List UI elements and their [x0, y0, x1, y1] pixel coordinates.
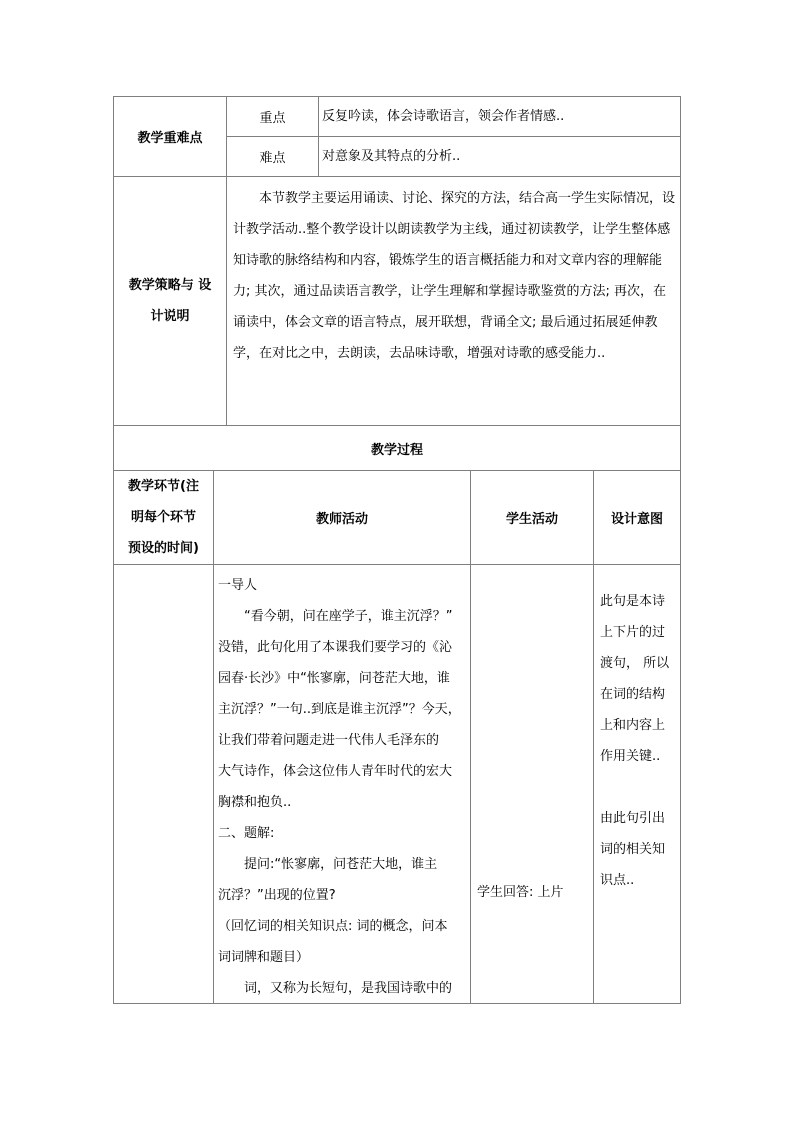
teacher-line: 词词牌和题目）	[218, 950, 310, 965]
strategy-text-cell	[227, 177, 681, 426]
header-teacher: 教师活动	[214, 471, 471, 565]
intent-line: 识点..	[600, 873, 635, 888]
student-activity-cell	[471, 565, 594, 1004]
intent-line: 上下片的过	[600, 625, 666, 640]
strategy-text: 本节教学主要运用诵读、讨论、探究的方法，结合高一学生实际情况，设计教学活动..整个教学设计以朗读教学为主线，通过初读教学，让学生整体感知诗歌的脉络结构和内容，锻炼学生的语言概括能力和对文章内容的理解能力; 其次，通过品读语言教学，让学生理解和掌握诗歌鉴赏的方法; 再次，在诵读中，体会文章的语言特点，展开联想，背诵全文; 最后通过拓展延伸教学，在对比之中，去朗读，去品味诗歌，增强对诗歌的感受能力..	[233, 191, 676, 361]
teacher-line: “看今朝，问在座学子，谁主沉浮？”	[244, 609, 453, 624]
teacher-line: 没错，此句化用了本课我们要学习的《沁	[218, 640, 453, 655]
process-table	[113, 425, 681, 1004]
teacher-line: 词，又称为长短句，是我国诗歌中的	[244, 981, 453, 996]
header-stage-line3: 预设的时间)	[128, 541, 199, 556]
teacher-line: （回忆词的相关知识点: 词的概念，问本	[218, 919, 448, 934]
header-student: 学生活动	[471, 471, 594, 565]
teacher-line: 一导人	[218, 578, 258, 593]
stage-cell	[114, 565, 214, 1004]
strategy-label-line1: 教学策略与 设	[128, 278, 212, 293]
teacher-line: 沉浮？”出现的位置?	[218, 888, 336, 903]
teacher-line: 二、题解:	[218, 826, 275, 841]
intent-line: 渡句， 所以	[600, 656, 670, 671]
top-table	[113, 96, 681, 426]
teacher-line: 胸襟和抱负..	[218, 795, 292, 810]
strategy-label-line2: 计说明	[150, 309, 190, 324]
header-stage-line2: 明每个环节	[130, 510, 196, 525]
teacher-line: 园春·长沙》中“怅寥廓，问苍茫大地，谁	[218, 671, 450, 686]
header-stage-line1: 教学环节(注	[128, 479, 199, 494]
key-label: 重点	[227, 97, 319, 137]
key-difficult-label: 教学重难点	[114, 97, 227, 177]
process-title: 教学过程	[114, 426, 681, 471]
intent-line: 词的相关知	[600, 842, 666, 857]
design-intent-cell	[594, 565, 681, 1004]
teacher-line: 让我们带着问题走进一代伟人毛泽东的	[218, 733, 440, 748]
intent-line: 此句是本诗	[600, 594, 666, 609]
intent-line: 作用关键..	[600, 749, 661, 764]
teacher-line: 主沉浮？”一句..到底是谁主沉浮”？今天，	[218, 702, 461, 717]
difficult-text: 对意象及其特点的分析..	[319, 137, 681, 177]
teacher-line: 大气诗作，体会这位伟人青年时代的宏大	[218, 764, 453, 779]
intent-line: 由此句引出	[600, 811, 666, 826]
student-answer: 学生回答: 上片	[477, 885, 564, 900]
header-stage	[114, 471, 214, 565]
strategy-label	[114, 177, 227, 426]
intent-line: 上和内容上	[600, 718, 666, 733]
teacher-activity-cell	[214, 565, 471, 1004]
difficult-label: 难点	[227, 137, 319, 177]
teacher-line: 提问:“怅寥廓，问苍茫大地，谁主	[244, 857, 438, 872]
intent-line: 在词的结构	[600, 687, 666, 702]
key-text: 反复吟读，体会诗歌语言，领会作者情感..	[319, 97, 681, 137]
header-intent: 设计意图	[594, 471, 681, 565]
